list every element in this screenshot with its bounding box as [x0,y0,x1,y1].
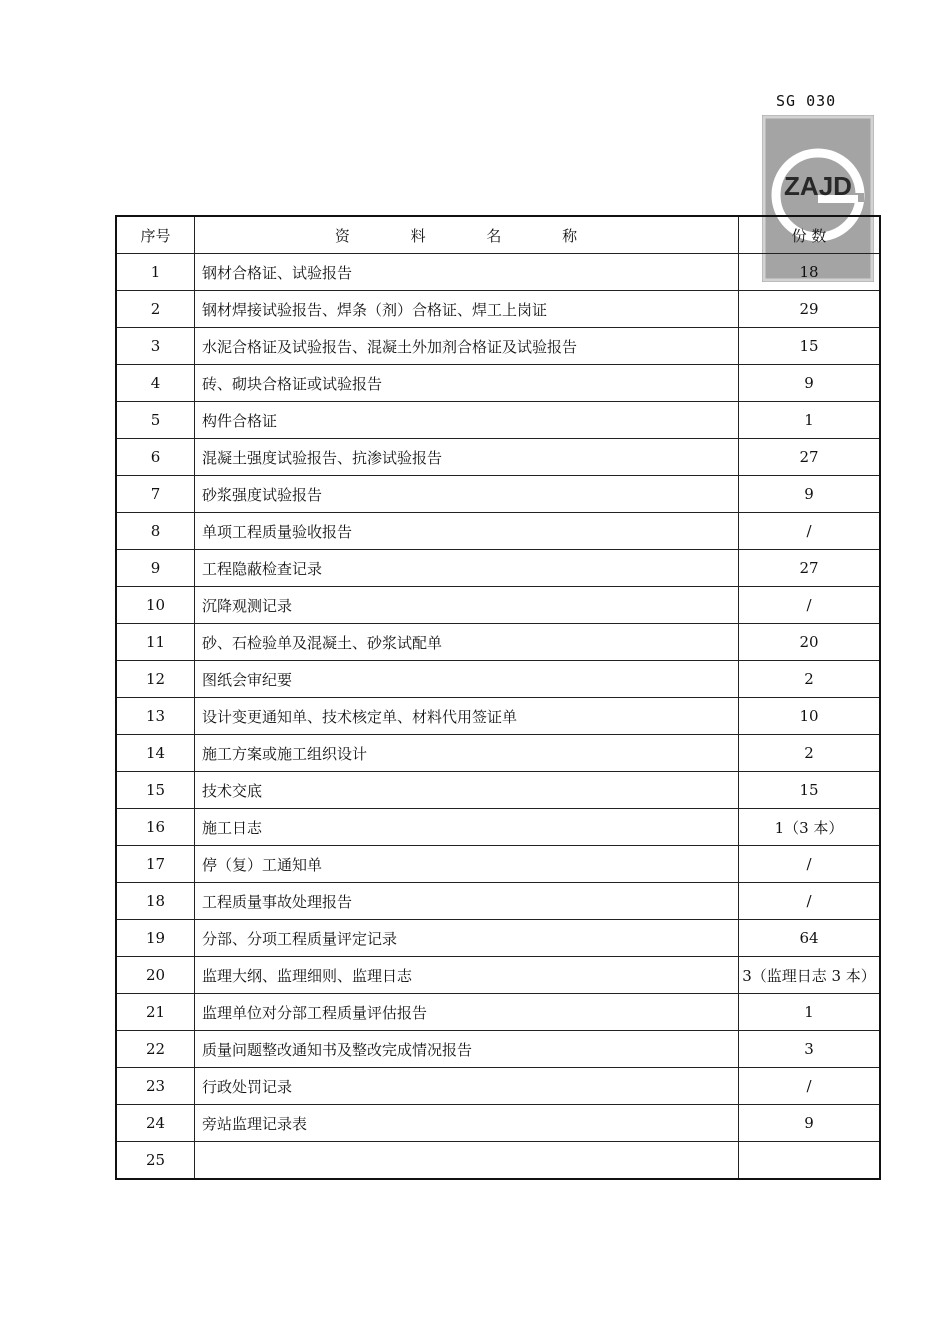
table-row [116,513,880,550]
row-count [739,1142,881,1180]
row-name: 监理大纲、监理细则、监理日志 [195,957,739,994]
row-name: 工程质量事故处理报告 [195,883,739,920]
row-name: 施工日志 [195,809,739,846]
row-count: 27 [739,439,881,476]
row-number: 20 [116,957,195,994]
row-count: 9 [739,1105,881,1142]
row-count: / [739,883,881,920]
table-row [116,291,880,328]
table-row [116,1031,880,1068]
header-name: 资 料 名 称 [195,216,739,254]
row-number: 18 [116,883,195,920]
row-number: 6 [116,439,195,476]
table-row [116,476,880,513]
row-number: 19 [116,920,195,957]
row-count: 1（3 本） [739,809,881,846]
row-number: 11 [116,624,195,661]
table-row [116,550,880,587]
row-name: 旁站监理记录表 [195,1105,739,1142]
table-row [116,1105,880,1142]
row-name: 施工方案或施工组织设计 [195,735,739,772]
document-code: SG 030 [776,92,837,110]
table-row [116,328,880,365]
table-row [116,698,880,735]
table-row [116,809,880,846]
row-number: 23 [116,1068,195,1105]
row-count: 3（监理日志 3 本） [739,957,881,994]
row-count: 2 [739,661,881,698]
table-row [116,402,880,439]
row-number: 17 [116,846,195,883]
row-number: 5 [116,402,195,439]
row-name: 构件合格证 [195,402,739,439]
row-name: 图纸会审纪要 [195,661,739,698]
row-count: 9 [739,476,881,513]
row-name: 砖、砌块合格证或试验报告 [195,365,739,402]
row-number: 1 [116,254,195,291]
row-name: 技术交底 [195,772,739,809]
header-no: 序号 [116,216,195,254]
row-number: 8 [116,513,195,550]
table-row [116,772,880,809]
table-row [116,365,880,402]
row-count: 64 [739,920,881,957]
row-name: 质量问题整改通知书及整改完成情况报告 [195,1031,739,1068]
row-count: 15 [739,772,881,809]
row-count: / [739,846,881,883]
row-count: / [739,513,881,550]
row-count: 27 [739,550,881,587]
table-row [116,1068,880,1105]
row-name: 行政处罚记录 [195,1068,739,1105]
row-name: 钢材焊接试验报告、焊条（剂）合格证、焊工上岗证 [195,291,739,328]
row-count: 29 [739,291,881,328]
row-name: 砂浆强度试验报告 [195,476,739,513]
table-row [116,883,880,920]
header-count: 份 数 [739,216,881,254]
table-row [116,920,880,957]
row-name: 钢材合格证、试验报告 [195,254,739,291]
row-count: / [739,587,881,624]
row-count: 1 [739,402,881,439]
row-name: 监理单位对分部工程质量评估报告 [195,994,739,1031]
table-row [116,587,880,624]
row-count: 2 [739,735,881,772]
row-number: 13 [116,698,195,735]
row-number: 7 [116,476,195,513]
row-count: 1 [739,994,881,1031]
row-name: 分部、分项工程质量评定记录 [195,920,739,957]
row-number: 16 [116,809,195,846]
svg-text:ZAJD: ZAJD [784,171,852,201]
row-number: 12 [116,661,195,698]
row-count: 9 [739,365,881,402]
row-name: 水泥合格证及试验报告、混凝土外加剂合格证及试验报告 [195,328,739,365]
row-name: 单项工程质量验收报告 [195,513,739,550]
row-name: 设计变更通知单、技术核定单、材料代用签证单 [195,698,739,735]
table-row [116,957,880,994]
row-count: 3 [739,1031,881,1068]
row-name: 沉降观测记录 [195,587,739,624]
table-header-row [116,216,880,254]
table-row [116,661,880,698]
row-number: 4 [116,365,195,402]
row-number: 15 [116,772,195,809]
row-count: 10 [739,698,881,735]
materials-table [115,215,881,1180]
table-row [116,439,880,476]
row-number: 14 [116,735,195,772]
row-number: 3 [116,328,195,365]
row-number: 25 [116,1142,195,1180]
table-row [116,994,880,1031]
row-count: 15 [739,328,881,365]
table-row [116,1142,880,1180]
row-name: 混凝土强度试验报告、抗渗试验报告 [195,439,739,476]
table-row [116,254,880,291]
table-row [116,846,880,883]
row-number: 10 [116,587,195,624]
row-count: 20 [739,624,881,661]
table-row [116,735,880,772]
row-number: 22 [116,1031,195,1068]
row-count: 18 [739,254,881,291]
row-number: 2 [116,291,195,328]
table-row [116,624,880,661]
row-name: 停（复）工通知单 [195,846,739,883]
row-name: 工程隐蔽检查记录 [195,550,739,587]
row-name [195,1142,739,1180]
row-count: / [739,1068,881,1105]
row-number: 24 [116,1105,195,1142]
row-number: 9 [116,550,195,587]
row-name: 砂、石检验单及混凝土、砂浆试配单 [195,624,739,661]
row-number: 21 [116,994,195,1031]
